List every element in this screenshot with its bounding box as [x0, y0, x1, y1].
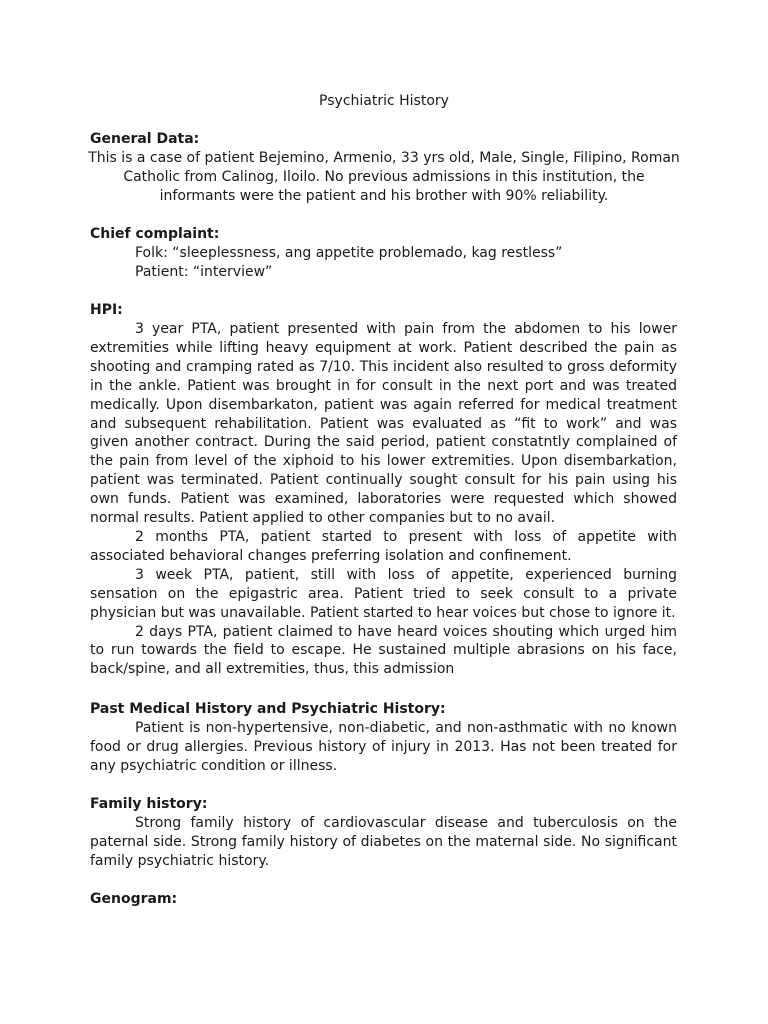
hpi-paragraph: 3 year PTA, patient presented with pain from the abdomen to his lower extremities while lifting heavy equipment at work. Patient described the pain as shooting and cramping rated as 7/10. This incident also resulted to gross deformity in the ankle. Patient was brought in for consult in the next port and was treated medically. Upon disembarkaton, patient was again referred for medical treatment and subsequent rehabilitation. Patient was evaluated as “fit to work” and was given another contract. During the said period, patient constatntly complained of the pain from level of the xiphoid to his lower extremities. Upon disembarkation, patient was terminated. Patient continually sought consult for his pain using his own funds. Patient was examined, laboratories were requested which showed normal results. Patient applied to other companies but to no avail. — [90, 321, 677, 527]
hpi-paragraph: 2 days PTA, patient claimed to have heard voices shouting which urged him to run towards the field to escape. He sustained multiple abrasions on his face, back/spine, and all extremities, thus, this admission — [90, 623, 677, 678]
family-history-text: Strong family history of cardiovascular disease and tuberculosis on the paternal side. Strong family history of diabetes on the maternal side. No significant family psychiatric history. — [90, 815, 677, 869]
hpi-heading: HPI: — [90, 302, 123, 318]
past-history-heading: Past Medical History and Psychiatric History: — [90, 701, 446, 717]
family-history-body — [90, 814, 677, 871]
past-history-body — [90, 719, 677, 776]
general-data-heading: General Data: — [90, 131, 200, 147]
general-data-text: This is a case of patient Bejemino, Armenio, 33 yrs old, Male, Single, Filipino, Roman Catholic from Calinog, Iloilo. No previous admissions in this institution, the informants were the patient and his brother with 90% reliability. — [88, 150, 680, 204]
past-history-text: Patient is non-hypertensive, non-diabetic, and non-asthmatic with no known food or drug allergies. Previous history of injury in 2013. Has not been treated for any psychiatric condition or illness. — [90, 720, 677, 774]
hpi-paragraph: 3 week PTA, patient, still with loss of appetite, experienced burning sensation on the epigastric area. Patient tried to seek consult to a private physician but was unavailable. Patient started to hear voices but chose to ignore it. — [90, 566, 677, 621]
genogram-heading: Genogram: — [90, 891, 178, 907]
chief-complaint-heading: Chief complaint: — [90, 226, 220, 242]
document-title: Psychiatric History — [319, 93, 449, 109]
chief-complaint-folk: Folk: “sleeplessness, ang appetite problemado, kag restless” — [135, 245, 563, 261]
family-history-heading: Family history: — [90, 796, 208, 812]
chief-complaint-patient: Patient: “interview” — [135, 264, 273, 280]
hpi-paragraph: 2 months PTA, patient started to present with loss of appetite with associated behavioral changes preferring isolation and confinement. — [90, 528, 677, 564]
hpi-body — [90, 320, 677, 679]
